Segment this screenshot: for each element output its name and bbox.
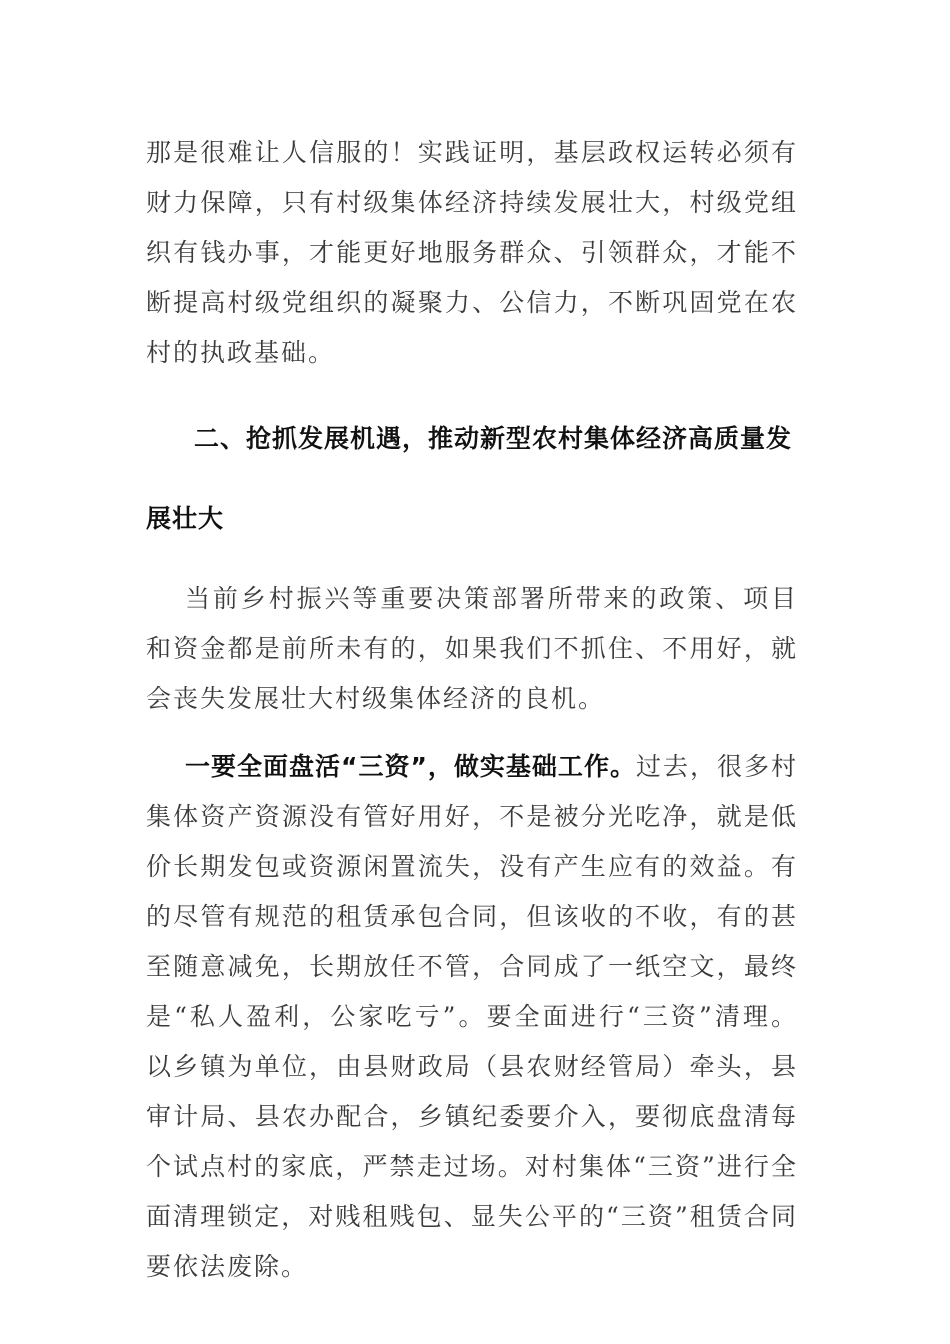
section-heading-line-1: 二、抢抓发展机遇，推动新型农村集体经济高质量发 [194,424,793,453]
paragraph-3-body: 过去，很多村集体资产资源没有管好用好，不是被分光吃净，就是低价长期发包或资源闲置流失，没有产生应有的效益。有的尽管有规范的租赁承包合同，但该收的不收，有的甚至随意减免，长期放任不管，合同成了一纸空文，最终是“私人盈利，公家吃亏”。要全面进行“三资”清理。以乡镇为单位，由县财政局（县农财经管局）牵头，县审计局、县农办配合，乡镇纪委要介入，要彻底盘清每个试点村的家底，严禁走过场。对村集体“三资”进行全面清理锁定，对贱租贱包、显失公平的“三资”租赁合同要依法废除。 [146,752,798,1281]
paragraph-3 [146,742,798,1292]
paragraph-1: 那是很难让人信服的！实践证明，基层政权运转必须有财力保障，只有村级集体经济持续发展壮大，村级党组织有钱办事，才能更好地服务群众、引领群众，才能不断提高村级党组织的凝聚力、公信力，不断巩固党在农村的执政基础。 [146,138,798,367]
paragraph-2: 当前乡村振兴等重要决策部署所带来的政策、项目和资金都是前所未有的，如果我们不抓住、不用好，就会丧失发展壮大村级集体经济的良机。 [146,584,798,713]
document-body [146,128,798,1292]
section-heading [146,414,798,544]
section-heading-line-2: 展壮大 [146,504,225,533]
paragraph-3-lead: 一要全面盘活“三资”，做实基础工作。 [185,752,636,781]
